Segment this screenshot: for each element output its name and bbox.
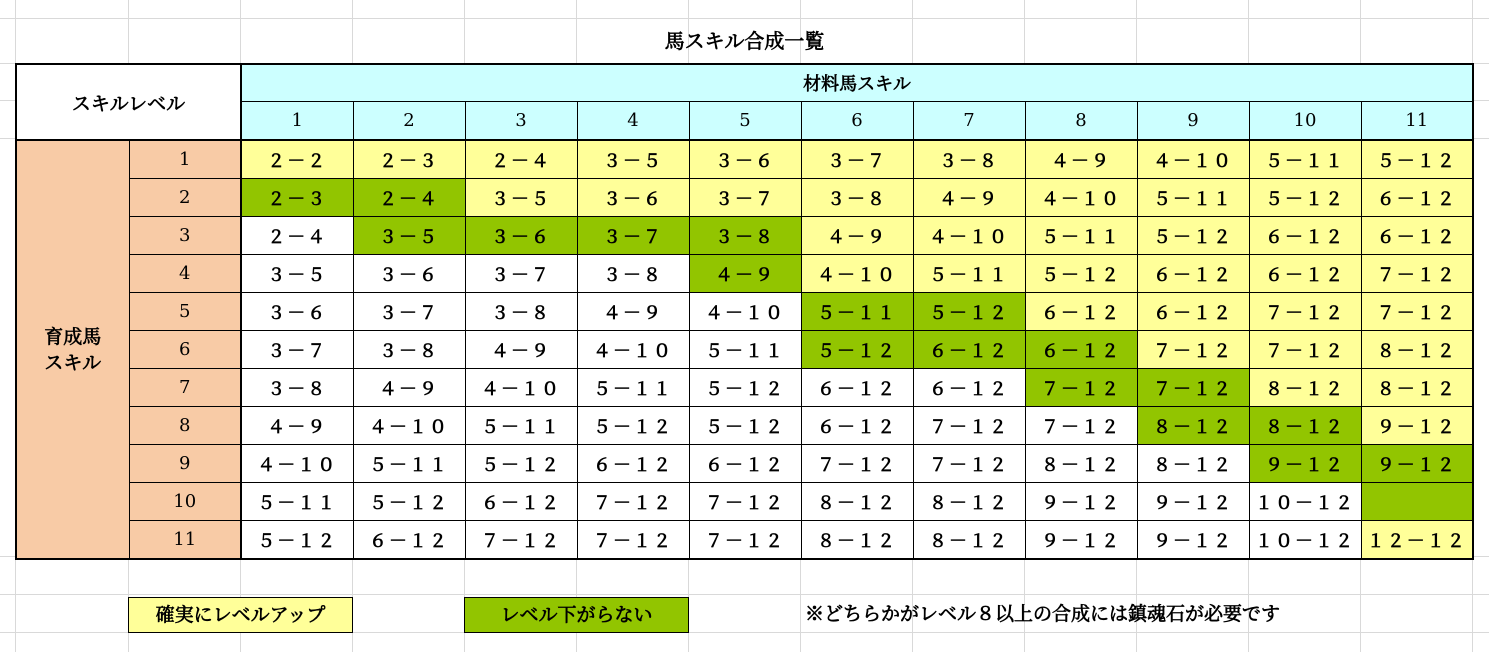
table-cell: ５－１１ xyxy=(1025,217,1137,255)
table-cell: ９－１２ xyxy=(1137,521,1249,560)
table-cell: ３－７ xyxy=(241,331,353,369)
table-row xyxy=(16,293,1473,331)
row-header: 10 xyxy=(129,483,241,521)
table-cell: ６－１２ xyxy=(577,445,689,483)
table-cell: ７－１２ xyxy=(1137,331,1249,369)
table-cell: ６－１２ xyxy=(913,331,1025,369)
table-row xyxy=(16,407,1473,445)
table-cell: ２－４ xyxy=(465,140,577,179)
table-row xyxy=(16,331,1473,369)
table-cell: ５－１２ xyxy=(1137,217,1249,255)
table-cell: ３－８ xyxy=(577,255,689,293)
table-row xyxy=(16,445,1473,483)
table-row xyxy=(16,179,1473,217)
table-cell: ８－１２ xyxy=(1361,369,1473,407)
table-cell: ３－７ xyxy=(465,255,577,293)
table-cell: ３－７ xyxy=(353,293,465,331)
row-header: 6 xyxy=(129,331,241,369)
table-cell: ３－５ xyxy=(465,179,577,217)
table-cell: ５－１２ xyxy=(689,407,801,445)
row-header: 1 xyxy=(129,140,241,179)
table-row xyxy=(16,483,1473,521)
table-cell: ３－５ xyxy=(577,140,689,179)
column-header: 1 xyxy=(241,102,353,141)
table-cell: ４－９ xyxy=(577,293,689,331)
table-cell: ８－１２ xyxy=(1361,331,1473,369)
table-cell: ７－１２ xyxy=(801,445,913,483)
row-header: 9 xyxy=(129,445,241,483)
note-text: ※どちらかがレベル８以上の合成には鎮魂石が必要です xyxy=(805,603,1281,625)
table-cell: ３－５ xyxy=(241,255,353,293)
table-row xyxy=(16,140,1473,179)
table-cell: ５－１２ xyxy=(1025,255,1137,293)
table-cell: ７－１２ xyxy=(1361,255,1473,293)
breeding-skill-header xyxy=(16,140,129,559)
table-cell: ６－１２ xyxy=(689,445,801,483)
table-cell: ３－５ xyxy=(353,217,465,255)
column-header: 8 xyxy=(1025,102,1137,141)
table-cell: ５－１２ xyxy=(465,445,577,483)
row-header: 7 xyxy=(129,369,241,407)
table-cell: ３－７ xyxy=(577,217,689,255)
row-header: 11 xyxy=(129,521,241,560)
table-cell: ８－１２ xyxy=(1137,445,1249,483)
page-title: 馬スキル合成一覧 xyxy=(664,29,825,53)
column-header: 9 xyxy=(1137,102,1249,141)
table-cell: ３－８ xyxy=(689,217,801,255)
table-cell: ３－６ xyxy=(689,140,801,179)
row-header: 4 xyxy=(129,255,241,293)
table-cell: ５－１２ xyxy=(353,483,465,521)
table-cell: ６－１２ xyxy=(1361,217,1473,255)
row-header: 8 xyxy=(129,407,241,445)
table-cell: ３－８ xyxy=(913,140,1025,179)
table-cell: ７－１２ xyxy=(1249,293,1361,331)
table-cell: ４－１０ xyxy=(1137,140,1249,179)
column-header: 10 xyxy=(1249,102,1361,141)
table-cell: ３－６ xyxy=(353,255,465,293)
table-cell: ５－１２ xyxy=(689,369,801,407)
table-cell: ３－８ xyxy=(241,369,353,407)
table-cell: ４－９ xyxy=(1025,140,1137,179)
table-cell: ５－１２ xyxy=(913,293,1025,331)
table-cell: ５－１１ xyxy=(801,293,913,331)
table-cell: ４－１０ xyxy=(577,331,689,369)
table-cell: １０－１２ xyxy=(1249,521,1361,560)
table-cell: ８－１２ xyxy=(913,483,1025,521)
table-cell: ７－１２ xyxy=(1137,369,1249,407)
column-header: 3 xyxy=(465,102,577,141)
table-cell: ９－１２ xyxy=(1025,521,1137,560)
table-cell: ４－９ xyxy=(241,407,353,445)
table-cell: ８－１２ xyxy=(801,521,913,560)
table-cell: ６－１２ xyxy=(801,369,913,407)
table-cell: ４－９ xyxy=(801,217,913,255)
table-row xyxy=(16,369,1473,407)
table-cell: ６－１２ xyxy=(1137,293,1249,331)
table-cell: ６－１２ xyxy=(913,369,1025,407)
table-cell: ４－１０ xyxy=(465,369,577,407)
table-cell: ８－１２ xyxy=(1249,369,1361,407)
table-cell: ３－７ xyxy=(689,179,801,217)
table-cell: ４－１０ xyxy=(801,255,913,293)
table-cell: ５－１２ xyxy=(577,407,689,445)
table-cell: ７－１２ xyxy=(577,521,689,560)
table-cell: ９－１２ xyxy=(1361,407,1473,445)
table-cell: ８－１２ xyxy=(1249,407,1361,445)
table-cell: ３－８ xyxy=(353,331,465,369)
table-cell: ７－１２ xyxy=(913,445,1025,483)
table-cell: ３－８ xyxy=(801,179,913,217)
table-cell: ６－１２ xyxy=(1137,255,1249,293)
table-cell: ７－１２ xyxy=(1025,407,1137,445)
table-cell: ３－７ xyxy=(801,140,913,179)
table-cell: ５－１２ xyxy=(801,331,913,369)
row-header: 5 xyxy=(129,293,241,331)
table-cell: ６－１２ xyxy=(353,521,465,560)
column-header: 4 xyxy=(577,102,689,141)
table-cell: ５－１１ xyxy=(353,445,465,483)
table-cell: ３－６ xyxy=(577,179,689,217)
table-cell: ６－１２ xyxy=(1025,293,1137,331)
table-cell: ４－１０ xyxy=(689,293,801,331)
table-cell: ２－３ xyxy=(241,179,353,217)
table-cell: ５－１１ xyxy=(913,255,1025,293)
table-cell: １２－１２ xyxy=(1361,521,1473,560)
table-cell: ６－１２ xyxy=(1249,217,1361,255)
column-header: 5 xyxy=(689,102,801,141)
table-cell: ５－１１ xyxy=(1249,140,1361,179)
breeding-skill-label-line2: スキル xyxy=(44,351,102,374)
table-cell: ９－１２ xyxy=(1249,445,1361,483)
table-cell: ７－１２ xyxy=(913,407,1025,445)
table-cell: ３－６ xyxy=(465,217,577,255)
table-cell: ８－１２ xyxy=(801,483,913,521)
table-cell: ９－１２ xyxy=(1137,483,1249,521)
table-row xyxy=(16,255,1473,293)
table-cell: ４－１０ xyxy=(353,407,465,445)
table-cell: ６－１２ xyxy=(1361,179,1473,217)
table-cell: ５－１１ xyxy=(1137,179,1249,217)
column-header: 2 xyxy=(353,102,465,141)
table-cell: ４－９ xyxy=(465,331,577,369)
table-cell: １０－１２ xyxy=(1249,483,1361,521)
column-header: 11 xyxy=(1361,102,1473,141)
column-header: 7 xyxy=(913,102,1025,141)
table-cell: ２－４ xyxy=(353,179,465,217)
skill-synthesis-table xyxy=(15,63,1474,560)
table-cell: ３－８ xyxy=(465,293,577,331)
table-cell: ８－１２ xyxy=(1025,445,1137,483)
table-cell: ５－１２ xyxy=(241,521,353,560)
table-cell: ９－１２ xyxy=(1361,445,1473,483)
table-cell: ７－１２ xyxy=(1361,293,1473,331)
table-cell: ４－１０ xyxy=(913,217,1025,255)
material-skill-header: 材料馬スキル xyxy=(241,64,1473,102)
table-cell: ５－１１ xyxy=(241,483,353,521)
table-cell: ６－１２ xyxy=(1025,331,1137,369)
table-cell: ７－１２ xyxy=(1025,369,1137,407)
column-header: 6 xyxy=(801,102,913,141)
table-cell: ３－６ xyxy=(241,293,353,331)
table-cell: ４－９ xyxy=(913,179,1025,217)
table-cell: ６－１２ xyxy=(1249,255,1361,293)
table-cell: ６－１２ xyxy=(801,407,913,445)
table-cell: ７－１２ xyxy=(689,483,801,521)
table-cell: ５－１１ xyxy=(577,369,689,407)
table-cell: ４－１０ xyxy=(241,445,353,483)
table-cell: ５－１１ xyxy=(689,331,801,369)
breeding-skill-label-line1: 育成馬 xyxy=(44,325,102,348)
table-cell: ７－１２ xyxy=(465,521,577,560)
legend-level-keep: レベル下がらない xyxy=(464,597,689,633)
table-cell: ４－１０ xyxy=(1025,179,1137,217)
table-row xyxy=(16,217,1473,255)
table-cell: ５－１１ xyxy=(465,407,577,445)
table-cell: ５－１２ xyxy=(1361,140,1473,179)
row-header: 2 xyxy=(129,179,241,217)
table-cell: ７－１２ xyxy=(689,521,801,560)
table-cell: ７－１２ xyxy=(577,483,689,521)
table-cell xyxy=(1361,483,1473,521)
table-cell: ９－１２ xyxy=(1025,483,1137,521)
table-cell: ６－１２ xyxy=(465,483,577,521)
corner-label: スキルレベル xyxy=(16,64,241,140)
legend-level-up: 確実にレベルアップ xyxy=(128,597,353,633)
table-row xyxy=(16,521,1473,560)
table-cell: ２－４ xyxy=(241,217,353,255)
table-cell: ２－３ xyxy=(353,140,465,179)
table-cell: ８－１２ xyxy=(1137,407,1249,445)
table-cell: ５－１２ xyxy=(1249,179,1361,217)
table-cell: ８－１２ xyxy=(913,521,1025,560)
table-cell: ７－１２ xyxy=(1249,331,1361,369)
table-cell: ２－２ xyxy=(241,140,353,179)
table-cell: ４－９ xyxy=(689,255,801,293)
row-header: 3 xyxy=(129,217,241,255)
table-cell: ４－９ xyxy=(353,369,465,407)
